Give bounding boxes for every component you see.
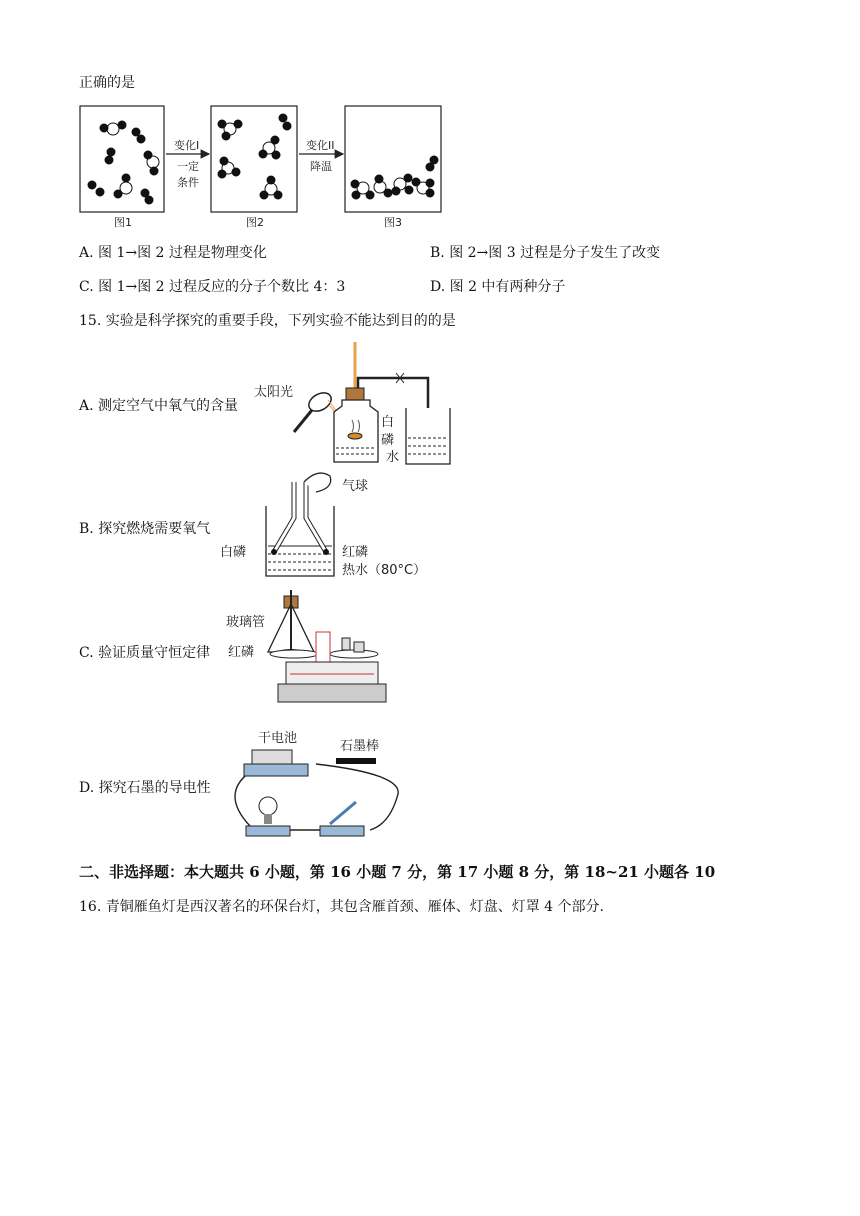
q14-option-d: D. 图 2 中有两种分子	[430, 279, 566, 295]
q14-option-b: B. 图 2→图 3 过程是分子发生了改变	[430, 245, 661, 261]
arrow1-label-bot: 条件	[177, 176, 199, 189]
q16-stem: 16. 青铜雁鱼灯是西汉著名的环保台灯，其包含雁首颈、雁体、灯盘、灯罩 4 个部分.	[79, 899, 604, 915]
balloon-label: 气球	[342, 479, 369, 494]
q14-option-a: A. 图 1→图 2 过程是物理变化	[79, 245, 267, 261]
arrow2-label-top: 变化II	[306, 139, 335, 152]
q15-option-d: D. 探究石墨的导电性	[79, 780, 211, 796]
molecule-figure	[78, 104, 448, 229]
q15-option-b: B. 探究燃烧需要氧气	[79, 521, 211, 537]
q14-option-c: C. 图 1→图 2 过程反应的分子个数比 4：3	[79, 279, 346, 295]
glass-tube-label: 玻璃管	[226, 615, 266, 630]
q14-intro: 正确的是	[79, 75, 135, 91]
white-phosphorus-label-2: 磷	[381, 433, 395, 448]
water-label-a: 水	[386, 450, 400, 465]
mass-conservation-apparatus	[226, 590, 396, 712]
battery-label: 干电池	[258, 731, 298, 746]
fig3-caption: 图3	[384, 216, 402, 229]
sunlight-label: 太阳光	[254, 385, 294, 400]
red-phosphorus-label-c: 红磷	[228, 645, 255, 660]
white-phosphorus-label-1: 白	[381, 415, 395, 430]
q15-stem: 15. 实验是科学探究的重要手段，下列实验不能达到目的的是	[79, 313, 456, 329]
conductivity-circuit	[220, 724, 410, 848]
arrow1-label-top: 变化I	[174, 139, 200, 152]
arrow1-label-mid: 一定	[177, 160, 199, 173]
white-phosphorus-label-b: 白磷	[220, 545, 247, 560]
hot-water-label: 热水（80°C）	[342, 563, 427, 578]
fig2-caption: 图2	[246, 216, 264, 229]
oxygen-measure-apparatus	[250, 340, 460, 470]
q15-option-a: A. 测定空气中氧气的含量	[79, 398, 239, 414]
fig1-caption: 图1	[114, 216, 132, 229]
arrow2-label-bot: 降温	[310, 160, 332, 173]
red-phosphorus-label-b: 红磷	[342, 545, 369, 560]
graphite-rod-label: 石墨棒	[340, 739, 380, 754]
q15-option-c: C. 验证质量守恒定律	[79, 645, 211, 661]
combustion-apparatus	[218, 468, 448, 588]
section-heading: 二、非选择题：本大题共 6 小题，第 16 小题 7 分，第 17 小题 8 分，第 18~21 小题各 10	[79, 863, 716, 881]
